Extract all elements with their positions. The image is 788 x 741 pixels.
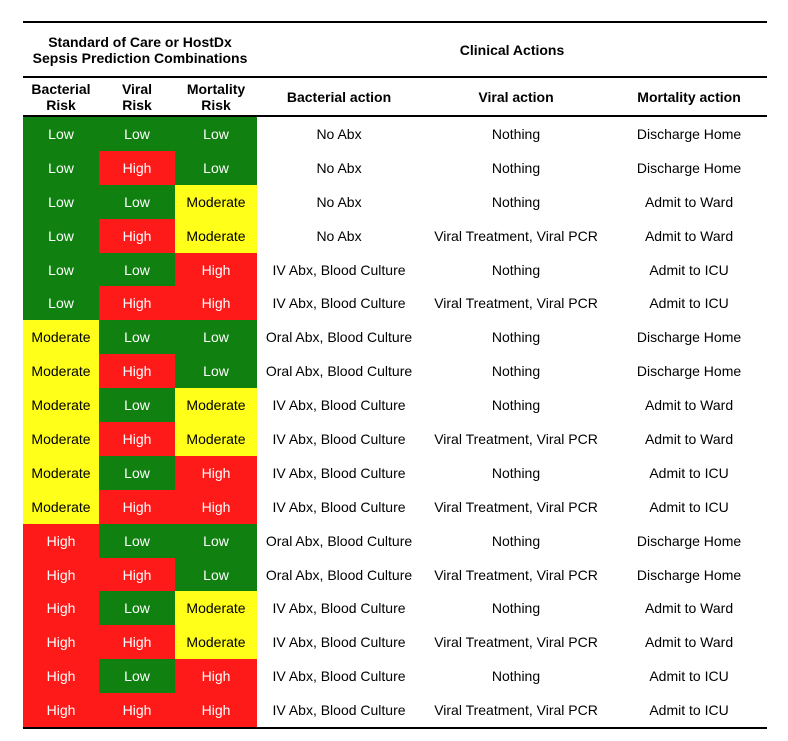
mortality-action-cell: Discharge Home	[636, 363, 742, 380]
table-row	[23, 388, 767, 422]
viral-risk-cell: High	[99, 558, 175, 592]
viral-action-cell: Nothing	[491, 464, 541, 481]
viral-risk-line2: Risk	[122, 96, 152, 113]
table-row	[23, 253, 767, 287]
col-header-mortality-action: Mortality action	[637, 88, 741, 105]
table-row	[23, 659, 767, 693]
viral-risk-cell: High	[99, 625, 175, 659]
mortality-action-cell: Discharge Home	[636, 329, 742, 346]
viral-action-cell: Nothing	[491, 159, 541, 176]
mortality-risk-cell: Moderate	[175, 219, 257, 253]
table-row	[23, 116, 767, 151]
table-row	[23, 456, 767, 490]
bacterial-risk-cell: Moderate	[23, 354, 99, 388]
mortality-risk-cell: Moderate	[175, 625, 257, 659]
mortality-risk-cell: Low	[175, 320, 257, 354]
bacterial-action-cell: Oral Abx, Blood Culture	[265, 363, 413, 380]
viral-risk-cell: High	[99, 219, 175, 253]
viral-risk-cell: High	[99, 693, 175, 728]
mortality-risk-cell: Moderate	[175, 591, 257, 625]
col-header-bacterial-risk	[23, 77, 99, 116]
viral-action-cell: Nothing	[491, 261, 541, 278]
bacterial-action-cell: Oral Abx, Blood Culture	[265, 532, 413, 549]
bacterial-risk-cell: High	[23, 693, 99, 728]
bacterial-risk-cell: Moderate	[23, 456, 99, 490]
viral-action-cell: Nothing	[491, 668, 541, 685]
table-row	[23, 490, 767, 524]
mortality-risk-line2: Risk	[201, 96, 231, 113]
mortality-action-cell: Admit to Ward	[644, 227, 734, 244]
bacterial-risk-cell: Moderate	[23, 490, 99, 524]
viral-action-cell: Viral Treatment, Viral PCR	[434, 566, 598, 583]
viral-action-cell: Nothing	[491, 125, 541, 142]
mortality-risk-cell: High	[175, 253, 257, 287]
table-body	[23, 116, 767, 728]
bacterial-risk-cell: Low	[23, 151, 99, 185]
viral-action-cell: Nothing	[491, 363, 541, 380]
bacterial-risk-cell: Low	[23, 219, 99, 253]
mortality-risk-cell: Low	[175, 116, 257, 151]
bacterial-action-cell: IV Abx, Blood Culture	[272, 498, 406, 515]
bacterial-risk-cell: Low	[23, 286, 99, 320]
table-row	[23, 185, 767, 219]
bacterial-action-cell: IV Abx, Blood Culture	[272, 600, 406, 617]
mortality-risk-cell: Low	[175, 558, 257, 592]
mortality-action-cell: Admit to Ward	[644, 430, 734, 447]
bacterial-action-cell: No Abx	[316, 125, 362, 142]
viral-risk-cell: Low	[99, 388, 175, 422]
clinical-actions-header: Clinical Actions	[459, 41, 565, 58]
bacterial-action-cell: IV Abx, Blood Culture	[272, 668, 406, 685]
bacterial-risk-cell: Moderate	[23, 388, 99, 422]
viral-risk-cell: Low	[99, 116, 175, 151]
mortality-action-cell: Discharge Home	[636, 159, 742, 176]
mortality-risk-cell: High	[175, 659, 257, 693]
viral-risk-cell: High	[99, 490, 175, 524]
mortality-action-cell: Admit to ICU	[649, 261, 729, 278]
mortality-action-cell: Admit to ICU	[649, 464, 729, 481]
table-row	[23, 422, 767, 456]
viral-action-cell: Viral Treatment, Viral PCR	[434, 634, 598, 651]
table-row	[23, 591, 767, 625]
mortality-risk-line1: Mortality	[186, 80, 246, 97]
prediction-combinations-header	[23, 22, 257, 77]
viral-risk-cell: Low	[99, 253, 175, 287]
table-row	[23, 693, 767, 728]
table-row	[23, 558, 767, 592]
bacterial-risk-cell: Low	[23, 253, 99, 287]
bacterial-risk-cell: Low	[23, 116, 99, 151]
mortality-risk-cell: Moderate	[175, 388, 257, 422]
prediction-header-line2: Sepsis Prediction Combinations	[32, 49, 248, 66]
viral-risk-cell: Low	[99, 185, 175, 219]
col-header-mortality-risk	[175, 77, 257, 116]
bacterial-action-cell: IV Abx, Blood Culture	[272, 261, 406, 278]
viral-action-cell: Nothing	[491, 329, 541, 346]
bacterial-action-cell: IV Abx, Blood Culture	[272, 430, 406, 447]
mortality-risk-cell: Low	[175, 524, 257, 558]
sepsis-actions-table	[23, 21, 767, 729]
table-row	[23, 219, 767, 253]
bacterial-action-cell: No Abx	[316, 227, 362, 244]
mortality-action-cell: Discharge Home	[636, 566, 742, 583]
bacterial-risk-cell: High	[23, 558, 99, 592]
viral-risk-cell: High	[99, 354, 175, 388]
mortality-action-cell: Admit to ICU	[649, 498, 729, 515]
mortality-risk-cell: Moderate	[175, 422, 257, 456]
mortality-action-cell: Admit to ICU	[649, 702, 729, 719]
mortality-risk-cell: Moderate	[175, 185, 257, 219]
mortality-action-cell: Admit to Ward	[644, 600, 734, 617]
mortality-risk-cell: Low	[175, 151, 257, 185]
viral-risk-cell: High	[99, 286, 175, 320]
table-row	[23, 320, 767, 354]
viral-action-cell: Viral Treatment, Viral PCR	[434, 498, 598, 515]
mortality-action-cell: Admit to ICU	[649, 668, 729, 685]
viral-action-cell: Nothing	[491, 193, 541, 210]
viral-action-cell: Nothing	[491, 397, 541, 414]
mortality-action-cell: Admit to Ward	[644, 397, 734, 414]
prediction-header-line1: Standard of Care or HostDx	[48, 33, 232, 50]
table-header	[23, 22, 767, 116]
header-column-row	[23, 77, 767, 116]
table-row	[23, 625, 767, 659]
viral-action-cell: Viral Treatment, Viral PCR	[434, 430, 598, 447]
bacterial-action-cell: No Abx	[316, 159, 362, 176]
header-group-row	[23, 22, 767, 77]
bacterial-action-cell: IV Abx, Blood Culture	[272, 634, 406, 651]
viral-risk-cell: Low	[99, 456, 175, 490]
bacterial-action-cell: Oral Abx, Blood Culture	[265, 566, 413, 583]
bacterial-risk-cell: Moderate	[23, 422, 99, 456]
bacterial-risk-cell: High	[23, 524, 99, 558]
table-row	[23, 286, 767, 320]
viral-risk-cell: High	[99, 422, 175, 456]
mortality-risk-cell: High	[175, 693, 257, 728]
bacterial-risk-line1: Bacterial	[31, 80, 91, 97]
bacterial-risk-cell: Low	[23, 185, 99, 219]
bacterial-action-cell: IV Abx, Blood Culture	[272, 295, 406, 312]
mortality-risk-cell: High	[175, 490, 257, 524]
table-row	[23, 354, 767, 388]
viral-risk-cell: Low	[99, 524, 175, 558]
viral-action-cell: Viral Treatment, Viral PCR	[434, 295, 598, 312]
viral-risk-cell: Low	[99, 591, 175, 625]
mortality-risk-cell: High	[175, 286, 257, 320]
viral-action-cell: Nothing	[491, 600, 541, 617]
table-row	[23, 151, 767, 185]
bacterial-action-cell: IV Abx, Blood Culture	[272, 464, 406, 481]
col-header-viral-risk	[99, 77, 175, 116]
bacterial-risk-cell: High	[23, 659, 99, 693]
col-header-viral-action: Viral action	[478, 88, 554, 105]
col-header-bacterial-action: Bacterial action	[286, 88, 392, 105]
bacterial-risk-cell: High	[23, 591, 99, 625]
viral-risk-line1: Viral	[121, 80, 153, 97]
bacterial-action-cell: IV Abx, Blood Culture	[272, 397, 406, 414]
viral-risk-cell: Low	[99, 320, 175, 354]
viral-action-cell: Viral Treatment, Viral PCR	[434, 702, 598, 719]
mortality-action-cell: Discharge Home	[636, 532, 742, 549]
viral-action-cell: Nothing	[491, 532, 541, 549]
viral-risk-cell: High	[99, 151, 175, 185]
mortality-action-cell: Admit to Ward	[644, 193, 734, 210]
mortality-risk-cell: High	[175, 456, 257, 490]
viral-action-cell: Viral Treatment, Viral PCR	[434, 227, 598, 244]
bacterial-action-cell: Oral Abx, Blood Culture	[265, 329, 413, 346]
bacterial-risk-line2: Risk	[46, 96, 76, 113]
mortality-action-cell: Discharge Home	[636, 125, 742, 142]
bacterial-action-cell: No Abx	[316, 193, 362, 210]
viral-risk-cell: Low	[99, 659, 175, 693]
mortality-risk-cell: Low	[175, 354, 257, 388]
mortality-action-cell: Admit to ICU	[649, 295, 729, 312]
table-row	[23, 524, 767, 558]
bacterial-risk-cell: High	[23, 625, 99, 659]
bacterial-risk-cell: Moderate	[23, 320, 99, 354]
bacterial-action-cell: IV Abx, Blood Culture	[272, 702, 406, 719]
mortality-action-cell: Admit to Ward	[644, 634, 734, 651]
